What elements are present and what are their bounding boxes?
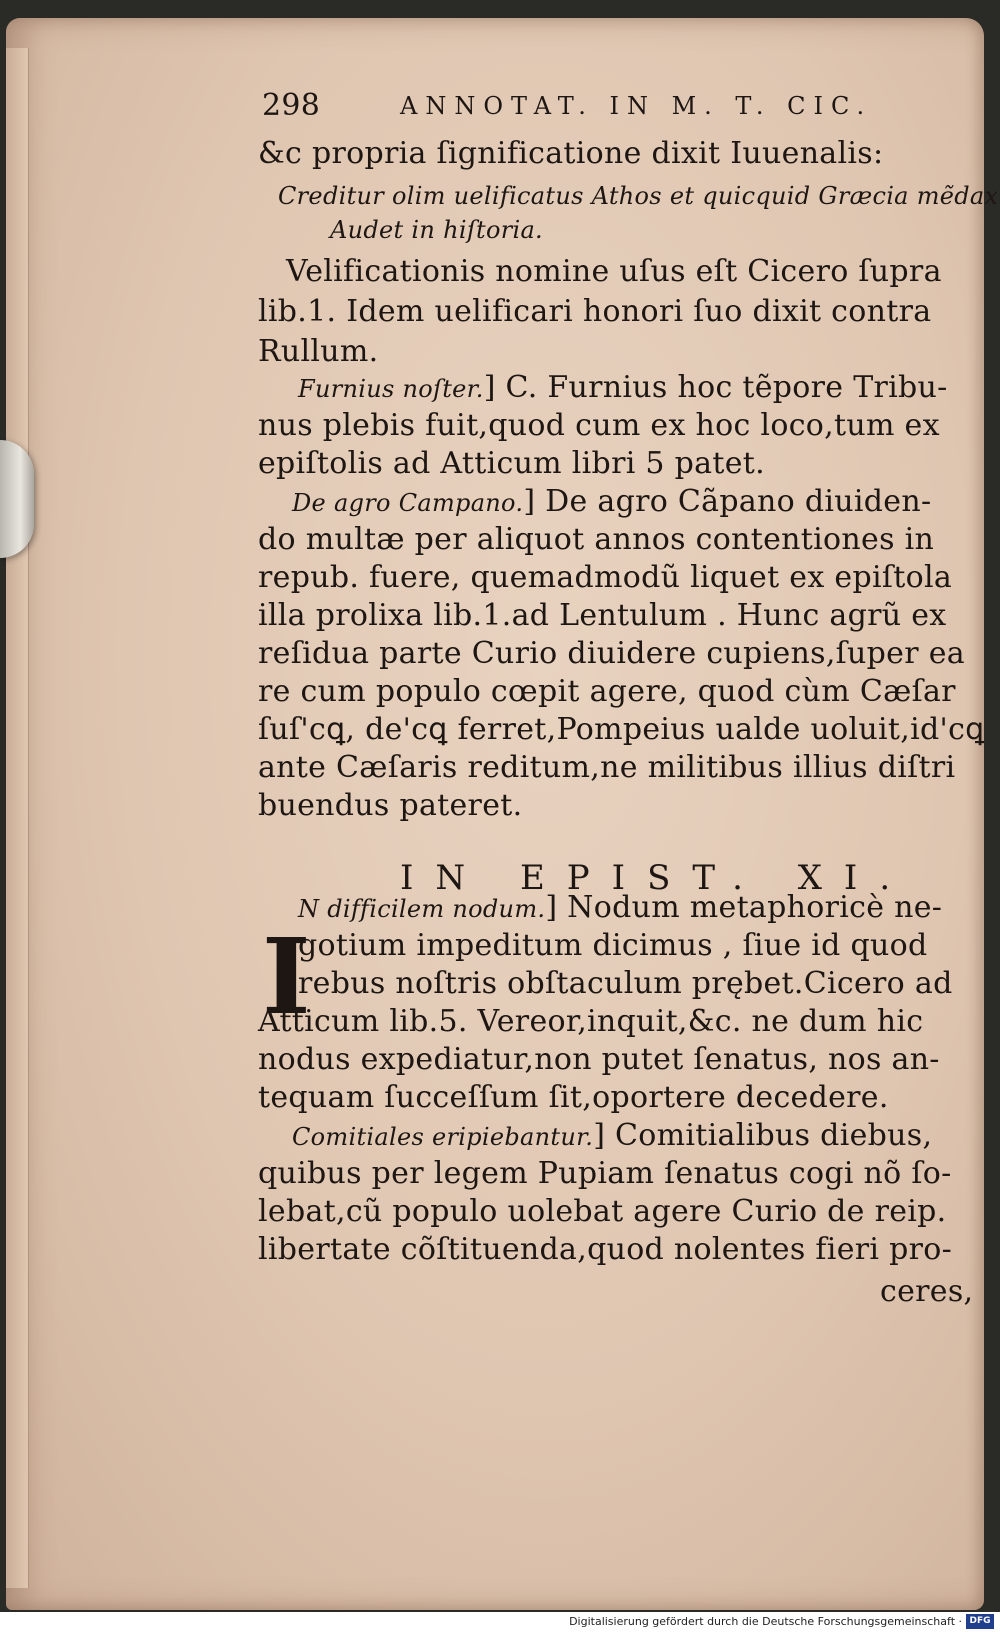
text-line: Rullum.	[258, 334, 379, 369]
page-number: 298	[262, 88, 321, 123]
text-line: do multæ per aliquot annos contentiones in	[258, 522, 935, 557]
text-line: Furnius noſter.] C. Furnius hoc tẽpore Tribu-	[298, 370, 948, 405]
verse-line: Audet in hiſtoria.	[330, 216, 543, 244]
text-line: Velificationis nomine uſus eſt Cicero ſupra	[286, 254, 942, 289]
text-line: nus plebis fuit,quod cum ex hoc loco,tum ex	[258, 408, 940, 443]
text-line: tequam ſucceſſum ſit,oportere decedere.	[258, 1080, 889, 1115]
catchword: ceres,	[880, 1274, 974, 1309]
dfg-logo: DFG	[966, 1614, 994, 1629]
verse-line: Creditur olim uelificatus Athos et quicquid Græcia mẽdax	[278, 182, 999, 210]
section-heading: IN EPIST. XI.	[400, 858, 913, 898]
text-line: ſuſ'cꝗ, de'cꝗ ferret,Pompeius ualde uoluit,id'cꝗ	[258, 712, 985, 747]
text-line: Atticum lib.5. Vereor,inquit,&c. ne dum hic	[258, 1004, 924, 1039]
text-line: &c propria ſignificatione dixit Iuuenalis:	[258, 136, 884, 171]
text-line: N difficilem nodum.] Nodum metaphoricè ne-	[298, 890, 943, 925]
text-line: ante Cæſaris reditum,ne militibus illius diſtri	[258, 750, 956, 785]
text-line: epiſtolis ad Atticum libri 5 patet.	[258, 446, 765, 481]
drop-cap: I	[262, 915, 311, 1038]
running-head: ANNOTAT. IN M. T. CIC.	[400, 92, 873, 120]
text-line: re cum populo cœpit agere, quod cùm Cæſar	[258, 674, 956, 709]
text-line: De agro Campano.] De agro Cãpano diuiden-	[292, 484, 932, 519]
text-line: reſidua parte Curio diuidere cupiens,ſuper ea	[258, 636, 965, 671]
text-line: quibus per legem Pupiam ſenatus cogi nõ ſo-	[258, 1156, 952, 1191]
text-line: gotium impeditum dicimus , ſiue id quod	[298, 928, 928, 963]
text-line: libertate cõſtituenda,quod nolentes fieri pro-	[258, 1232, 953, 1267]
text-line: buendus pateret.	[258, 788, 523, 823]
text-line: rebus noſtris obſtaculum prębet.Cicero ad	[298, 966, 953, 1001]
page-clip	[0, 440, 34, 558]
text-line: lebat,cũ populo uolebat agere Curio de reip.	[258, 1194, 947, 1229]
text-line: repub. fuere, quemadmodũ liquet ex epiſtola	[258, 560, 953, 595]
text-line: Comitiales eripiebantur.] Comitialibus diebus,	[292, 1118, 933, 1153]
page-edge	[6, 48, 29, 1588]
text-line: nodus expediatur,non putet ſenatus, nos an-	[258, 1042, 940, 1077]
text-line: illa prolixa lib.1.ad Lentulum . Hunc agrũ ex	[258, 598, 947, 633]
funding-credit: Digitalisierung gefördert durch die Deutsche Forschungsgemeinschaft ·	[569, 1615, 962, 1628]
text-line: lib.1. Idem uelificari honori ſuo dixit contra	[258, 294, 932, 329]
